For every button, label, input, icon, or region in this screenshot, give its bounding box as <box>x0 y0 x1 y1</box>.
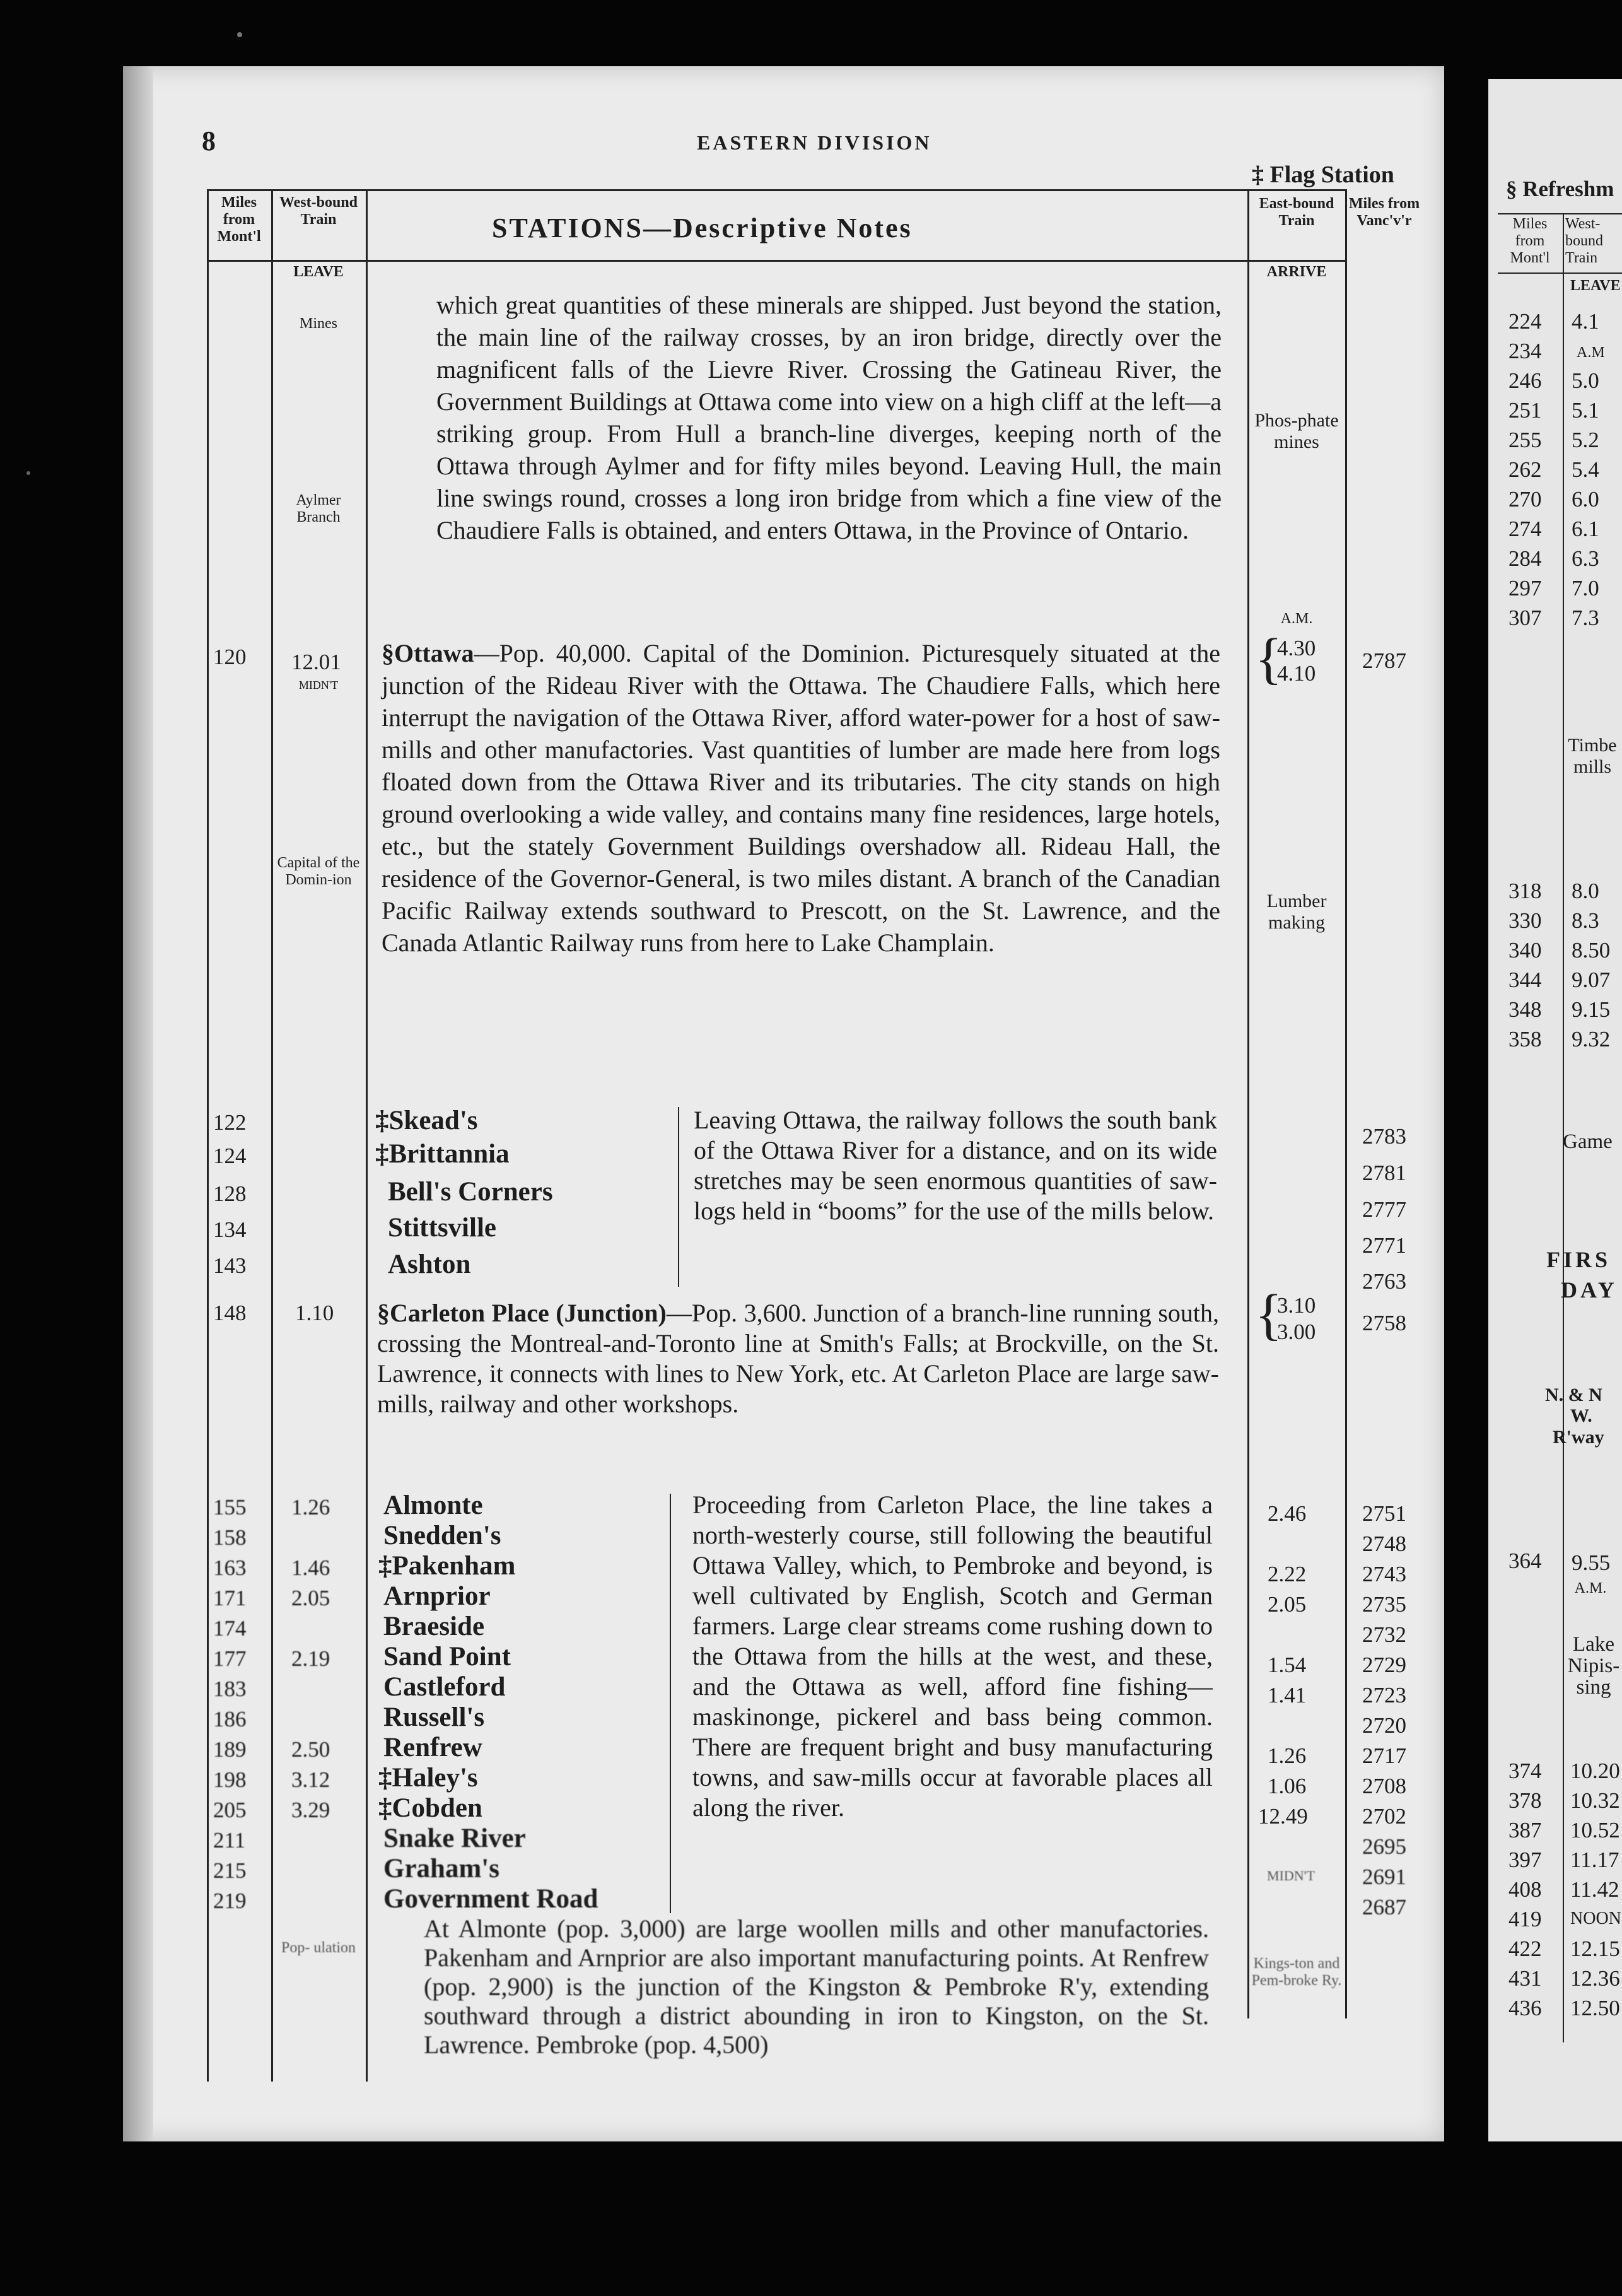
station-vancouver: 2751 <box>1362 1501 1406 1526</box>
next-miles: 274 <box>1508 517 1542 541</box>
col-head-westbound: West-bound Train <box>279 194 358 228</box>
station-vancouver: 2781 <box>1362 1161 1406 1185</box>
next-miles: 348 <box>1508 997 1542 1022</box>
next-time: 4.1 <box>1572 309 1599 334</box>
next-day: DAY <box>1561 1277 1618 1303</box>
station-vancouver: 2783 <box>1362 1124 1406 1149</box>
station-name: Braeside <box>383 1612 485 1641</box>
ottawa-paragraph <box>382 637 1220 959</box>
intro-paragraph: which great quantities of these minerals are shipped. Just beyond the station, the main line of the railway crosses, by an iron bridge, directly over the magnificent falls of the Lievre River. Crossing the Gatineau River, the Government Buildings at Ottawa come into view on a high cliff at the left—a striking group. From Hull a branch-line diverges, keeping north of the Ottawa through Aylmer and for fifty miles beyond. Leaving Hull, the main line swings round, crosses a long iron bridge from which a fine view of the Chaudiere Falls is obtained, and enters Ottawa, in the Province of Ontario. <box>436 291 1222 544</box>
next-time: 8.0 <box>1572 879 1599 903</box>
next-miles: 297 <box>1508 576 1542 600</box>
carleton-paragraph <box>377 1298 1219 1419</box>
next-miles: 284 <box>1508 546 1542 571</box>
next-time: 10.32 <box>1570 1788 1620 1813</box>
note-lumber-making: Lumber making <box>1266 891 1327 933</box>
next-miles: 262 <box>1508 457 1542 482</box>
col-head-miles-montreal: Miles from Mont'l <box>217 194 261 245</box>
carleton-station-name: §Carleton Place (Junction) <box>377 1299 667 1327</box>
station-miles: 215 <box>213 1858 247 1883</box>
next-time: 12.15 <box>1570 1936 1620 1961</box>
station-miles: 163 <box>213 1555 247 1580</box>
note-population: Pop- ulation <box>281 1940 356 1956</box>
arrive-label: ARRIVE <box>1266 264 1327 280</box>
ottawa-miles: 120 <box>213 645 247 669</box>
next-miles: 378 <box>1508 1788 1542 1813</box>
leaving-ottawa-divider <box>678 1107 679 1287</box>
station-eastbound: 1.41 <box>1268 1683 1307 1707</box>
station-miles: 171 <box>213 1586 247 1610</box>
next-miles: 340 <box>1508 938 1542 963</box>
next-miles: 387 <box>1508 1818 1542 1842</box>
station-miles: 183 <box>213 1677 247 1701</box>
station-vancouver: 2691 <box>1362 1865 1406 1889</box>
next-miles: 307 <box>1508 606 1542 630</box>
station-westbound: 2.19 <box>291 1646 330 1671</box>
station-vancouver: 2743 <box>1362 1562 1406 1586</box>
station-miles: 155 <box>213 1495 247 1520</box>
station-westbound: 3.29 <box>291 1798 330 1822</box>
station-vancouver: 2717 <box>1362 1743 1406 1768</box>
note-mines: Mines <box>300 315 337 332</box>
next-nnw-1: N. & N <box>1545 1385 1602 1405</box>
carleton-eastbound-b: 3.00 <box>1277 1320 1316 1344</box>
next-game: Game <box>1563 1130 1613 1153</box>
station-miles: 219 <box>213 1889 247 1913</box>
col-head-eastbound: East-bound Train <box>1259 196 1334 229</box>
next-miles: 436 <box>1508 1996 1542 2020</box>
station-westbound: 2.50 <box>291 1737 330 1762</box>
ottawa-vancouver: 2787 <box>1362 648 1406 673</box>
next-nnw-3: R'way <box>1553 1427 1604 1448</box>
station-miles: 174 <box>213 1616 247 1641</box>
carleton-miles: 148 <box>213 1301 247 1325</box>
ottawa-westbound: 12.01 <box>291 650 341 674</box>
station-miles: 205 <box>213 1798 247 1822</box>
next-miles: 419 <box>1508 1907 1542 1931</box>
carleton-westbound: 1.10 <box>295 1301 334 1325</box>
station-eastbound: 2.46 <box>1268 1501 1307 1526</box>
next-miles: 246 <box>1508 368 1542 393</box>
next-time: 5.1 <box>1572 398 1599 423</box>
note-kingston-pembroke: Kings-ton and Pem-broke Ry. <box>1251 1955 1342 1989</box>
next-time: 10.20 <box>1570 1759 1620 1783</box>
running-title: EASTERN DIVISION <box>697 131 932 154</box>
table-top-rule <box>207 189 1345 191</box>
leaving-ottawa-paragraph: Leaving Ottawa, the railway follows the south bank of the Ottawa River for a distance, and on its wide stretches may be seen enormous quantities of saw-logs held in “booms” for the use of the mills below. <box>694 1106 1217 1225</box>
station-vancouver: 2695 <box>1362 1834 1406 1859</box>
next-miles: 397 <box>1508 1848 1542 1872</box>
station-miles: 158 <box>213 1525 247 1550</box>
proceeding-divider <box>670 1494 671 1913</box>
station-vancouver: 2720 <box>1362 1713 1406 1738</box>
station-name: ‡Pakenham <box>378 1551 516 1581</box>
flag-station-legend: ‡ Flag Station <box>1252 161 1394 188</box>
station-name: Russell's <box>383 1702 485 1732</box>
station-name: Arnprior <box>383 1581 491 1611</box>
next-time: 7.0 <box>1572 576 1599 600</box>
carleton-description: —Pop. 3,600. Junction of a branch-line running south, crossing the Montreal-and-Toronto line at Smith's Falls; at Brockville, on the St. Lawrence, it connects with lines to New York, etc. At Carleton Place are large saw-mills, railway and other workshops. <box>377 1299 1220 1418</box>
station-westbound: 1.46 <box>291 1555 330 1580</box>
page-binding <box>123 66 153 2141</box>
station-miles: 128 <box>213 1181 247 1206</box>
page-number: 8 <box>202 126 216 156</box>
next-time: 8.50 <box>1572 938 1611 963</box>
next-time: 11.42 <box>1570 1877 1619 1902</box>
next-time: 6.3 <box>1572 546 1599 571</box>
note-am: A.M. <box>1280 611 1313 627</box>
next-time: 12.50 <box>1570 1996 1620 2020</box>
next-miles: 270 <box>1508 487 1542 512</box>
next-miles: 358 <box>1508 1027 1542 1051</box>
next-miles: 330 <box>1508 908 1542 933</box>
station-eastbound: 2.05 <box>1268 1592 1307 1617</box>
next-time: 9.32 <box>1572 1027 1611 1051</box>
col-head-miles-vancouver: Miles from Vanc'v'r <box>1348 196 1420 229</box>
note-capital: Capital of the Domin-ion <box>277 855 360 888</box>
col-head-stations: STATIONS—Descriptive Notes <box>492 213 913 243</box>
next-miles: 318 <box>1508 879 1542 903</box>
station-vancouver: 2763 <box>1362 1269 1406 1294</box>
next-nnw-2: W. <box>1570 1405 1592 1426</box>
next-miles: 234 <box>1508 339 1542 363</box>
next-miles: 251 <box>1508 398 1542 423</box>
next-time: 12.36 <box>1570 1966 1620 1991</box>
leave-label: LEAVE <box>293 264 344 280</box>
station-westbound: 2.05 <box>291 1586 330 1610</box>
station-vancouver: 2708 <box>1362 1774 1406 1798</box>
next-page-head-rule <box>1498 272 1622 274</box>
table-head-rule <box>207 260 1345 262</box>
station-vancouver: 2702 <box>1362 1804 1406 1829</box>
next-miles: 224 <box>1508 309 1542 334</box>
station-name: Renfrew <box>383 1733 482 1762</box>
col-rule-4 <box>1247 189 1249 2018</box>
next-miles: 422 <box>1508 1936 1542 1961</box>
station-name: Stittsville <box>388 1213 496 1243</box>
next-miles: 374 <box>1508 1759 1542 1783</box>
station-name: Government Road <box>383 1884 598 1914</box>
station-westbound: 3.12 <box>291 1767 330 1792</box>
next-time: 11.17 <box>1570 1848 1619 1872</box>
carleton-vancouver: 2758 <box>1362 1311 1406 1335</box>
station-name: Bell's Corners <box>388 1177 553 1207</box>
col-rule-5 <box>1345 189 1347 2018</box>
station-miles: 186 <box>213 1707 247 1731</box>
next-page-col-rule <box>1563 213 1564 2042</box>
ottawa-description: —Pop. 40,000. Capital of the Dominion. Picturesquely situated at the junction of the Rideau River with the Ottawa. The Chaudiere Falls, which here interrupt the navigation of the Ottawa River, afford water-power for a host of saw-mills and other manufactories. Vast quantities of lumber are made here from logs floated down from the Ottawa River and its tributaries. The city stands on high ground overlooking a wide valley, and contains many fine residences, large hotels, etc., but the stately Government Buildings overshadow all. Rideau Hall, the residence of the Governor-General, is two miles distant. A branch of the Canadian Pacific Railway extends southward to Prescott, on the St. Lawrence, and the Canada Atlantic Railway runs from here to Lake Champlain. <box>382 639 1220 957</box>
next-time: NOON <box>1570 1909 1621 1928</box>
station-miles: 198 <box>213 1767 247 1792</box>
next-am: A.M. <box>1574 1580 1607 1596</box>
next-first: FIRS <box>1546 1247 1611 1272</box>
next-time: 6.1 <box>1572 517 1599 541</box>
station-eastbound: 1.26 <box>1268 1743 1307 1768</box>
station-name: Almonte <box>383 1491 483 1520</box>
almonte-paragraph: At Almonte (pop. 3,000) are large woollen mills and other manufactories. Pakenham and Arnprior are also important manufacturing points. At Renfrew (pop. 2,900) is the junction of the Kingston & Pembroke R'y, extending southward through a district abounding in iron to Kingston, on the St. Lawrence. Pembroke (pop. 4,500) <box>424 1914 1209 2059</box>
next-time: 9.07 <box>1572 968 1611 992</box>
carleton-eastbound-a: 3.10 <box>1277 1293 1316 1318</box>
next-time: 5.0 <box>1572 368 1599 393</box>
station-miles: 189 <box>213 1737 247 1762</box>
station-eastbound: 12.49 <box>1258 1804 1308 1829</box>
station-name: Sand Point <box>383 1642 511 1672</box>
station-name: Snedden's <box>383 1521 501 1550</box>
station-miles: 122 <box>213 1110 247 1135</box>
carleton-brace: { <box>1255 1284 1283 1346</box>
station-miles: 177 <box>213 1646 247 1671</box>
next-miles: 344 <box>1508 968 1542 992</box>
station-eastbound: 1.06 <box>1268 1774 1307 1798</box>
next-page-top-rule <box>1498 213 1622 214</box>
station-miles: 143 <box>213 1253 247 1278</box>
next-time: 6.0 <box>1572 487 1599 512</box>
station-miles: 211 <box>213 1828 246 1853</box>
station-vancouver: 2777 <box>1362 1197 1406 1222</box>
col-rule-3 <box>366 189 368 2082</box>
station-vancouver: 2732 <box>1362 1622 1406 1647</box>
station-vancouver: 2687 <box>1362 1895 1406 1919</box>
next-time: 5.2 <box>1572 428 1599 452</box>
next-time: 10.52 <box>1570 1818 1620 1842</box>
station-eastbound: 2.22 <box>1268 1562 1307 1586</box>
next-leave-label: LEAVE <box>1570 278 1621 294</box>
next-miles: 431 <box>1508 1966 1542 1991</box>
col-rule-1 <box>207 189 209 2082</box>
station-name: ‡Cobden <box>378 1793 482 1823</box>
station-westbound: 1.26 <box>291 1495 330 1520</box>
station-vancouver: 2735 <box>1362 1592 1406 1617</box>
note-aylmer-branch: Aylmer Branch <box>296 492 341 525</box>
next-time: 8.3 <box>1572 908 1599 933</box>
next-time: 9.55 <box>1572 1550 1611 1575</box>
next-time: 9.15 <box>1572 997 1611 1022</box>
col-rule-2 <box>271 189 273 2082</box>
station-miles: 134 <box>213 1217 247 1242</box>
note-midnight: MIDN'T <box>298 679 339 691</box>
next-col-head-train: West-bound Train <box>1565 216 1603 266</box>
next-page-header: § Refreshm <box>1506 177 1614 201</box>
station-name: Castleford <box>383 1672 506 1702</box>
note-midnight-2: MIDN'T <box>1266 1868 1316 1883</box>
next-miles: 364 <box>1508 1549 1542 1573</box>
station-vancouver: 2729 <box>1362 1653 1406 1677</box>
ottawa-eastbound-a: 4.30 <box>1277 636 1316 660</box>
next-miles: 255 <box>1508 428 1542 452</box>
station-vancouver: 2748 <box>1362 1532 1406 1556</box>
next-miles: 408 <box>1508 1877 1542 1902</box>
next-timber-mills: Timbe mills <box>1568 735 1617 777</box>
station-vancouver: 2771 <box>1362 1233 1406 1258</box>
station-miles: 124 <box>213 1144 247 1168</box>
next-time: 7.3 <box>1572 606 1599 630</box>
ottawa-brace: { <box>1255 628 1283 690</box>
next-time: 5.4 <box>1572 457 1599 482</box>
station-name: ‡Haley's <box>378 1763 478 1793</box>
station-name: ‡Skead's <box>375 1106 478 1135</box>
ottawa-station-name: §Ottawa <box>382 639 474 667</box>
note-phosphate-mines: Phos-phate mines <box>1254 410 1339 452</box>
station-name: Snake River <box>383 1824 526 1853</box>
next-time: A.M <box>1577 344 1605 361</box>
ottawa-eastbound-b: 4.10 <box>1277 661 1316 686</box>
station-name: Ashton <box>388 1250 471 1279</box>
station-name: ‡Brittannia <box>375 1139 510 1169</box>
proceeding-paragraph: Proceeding from Carleton Place, the line takes a north-westerly course, still following the beautiful Ottawa Valley, which, to Pembroke and beyond, is well cultivated by English, Scotch and German farmers. Large clear streams come rushing down to the Ottawa from the hills at the west, and these, and the Ottawa as well, afford fine fishing—maskinonge, pickerel and bass being common. There are frequent bright and busy manufacturing towns, and saw-mills occur at favorable places all along the river. <box>692 1491 1213 1822</box>
station-vancouver: 2723 <box>1362 1683 1406 1707</box>
station-name: Graham's <box>383 1854 499 1883</box>
next-lake-nipissing: Lake Nipis-sing <box>1567 1633 1620 1699</box>
station-eastbound: 1.54 <box>1268 1653 1307 1677</box>
next-col-head-miles: Miles from Mont'l <box>1510 216 1550 266</box>
